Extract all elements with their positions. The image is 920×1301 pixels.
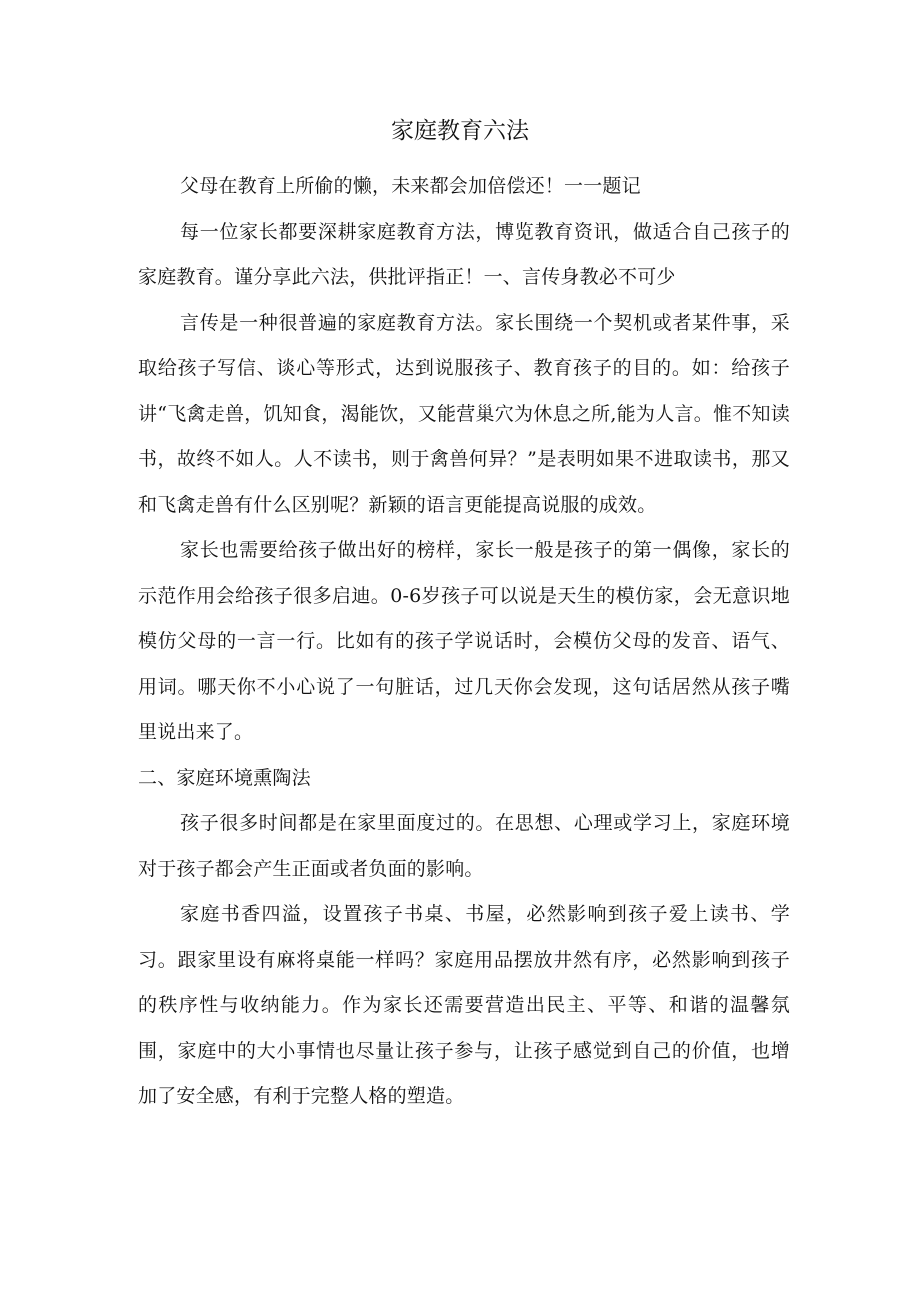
body-paragraph: 家长也需要给孩子做出好的榜样，家长一般是孩子的第一偶像，家长的示范作用会给孩子很多启迪。0-6岁孩子可以说是天生的模仿家，会无意识地模仿父母的一言一行。比如有的孩子学说话时，会模仿父母的发音、语气、用词。哪天你不小心说了一句脏话，过几天你会发现，这句话居然从孩子嘴里说出来了。 (138, 539, 790, 743)
body-paragraph: 孩子很多时间都是在家里面度过的。在思想、心理或学习上，家庭环境对于孩子都会产生正面或者负面的影响。 (138, 812, 790, 880)
intro-paragraph: 每一位家长都要深耕家庭教育方法，博览教育资讯，做适合自己孩子的家庭教育。谨分享此六法，供批评指正！一、言传身教必不可少 (138, 220, 790, 288)
document-title: 家庭教育六法 (391, 118, 529, 144)
body-paragraph: 家庭书香四溢，设置孩子书桌、书屋，必然影响到孩子爱上读书、学习。跟家里设有麻将桌能一样吗？家庭用品摆放井然有序，必然影响到孩子的秩序性与收纳能力。作为家长还需要营造出民主、平等、和谐的温馨氛围，家庭中的大小事情也尽量让孩子参与，让孩子感觉到自己的价值，也增加了安全感，有利于完整人格的塑造。 (138, 903, 790, 1107)
epigraph-paragraph: 父母在教育上所偷的懒，未来都会加倍偿还！一一题记 (180, 175, 641, 197)
section-heading: 二、家庭环境熏陶法 (138, 766, 311, 789)
document-body (138, 164, 790, 1120)
body-paragraph: 言传是一种很普遍的家庭教育方法。家长围绕一个契机或者某件事，采取给孩子写信、谈心等形式，达到说服孩子、教育孩子的目的。如：给孩子讲“飞禽走兽，饥知食，渴能饮，又能营巢穴为休息之所,能为人言。惟不知读书，故终不如人。人不读书，则于禽兽何异？”是表明如果不进取读书，那又和飞禽走兽有什么区别呢？新颖的语言更能提高说服的成效。 (138, 311, 790, 516)
